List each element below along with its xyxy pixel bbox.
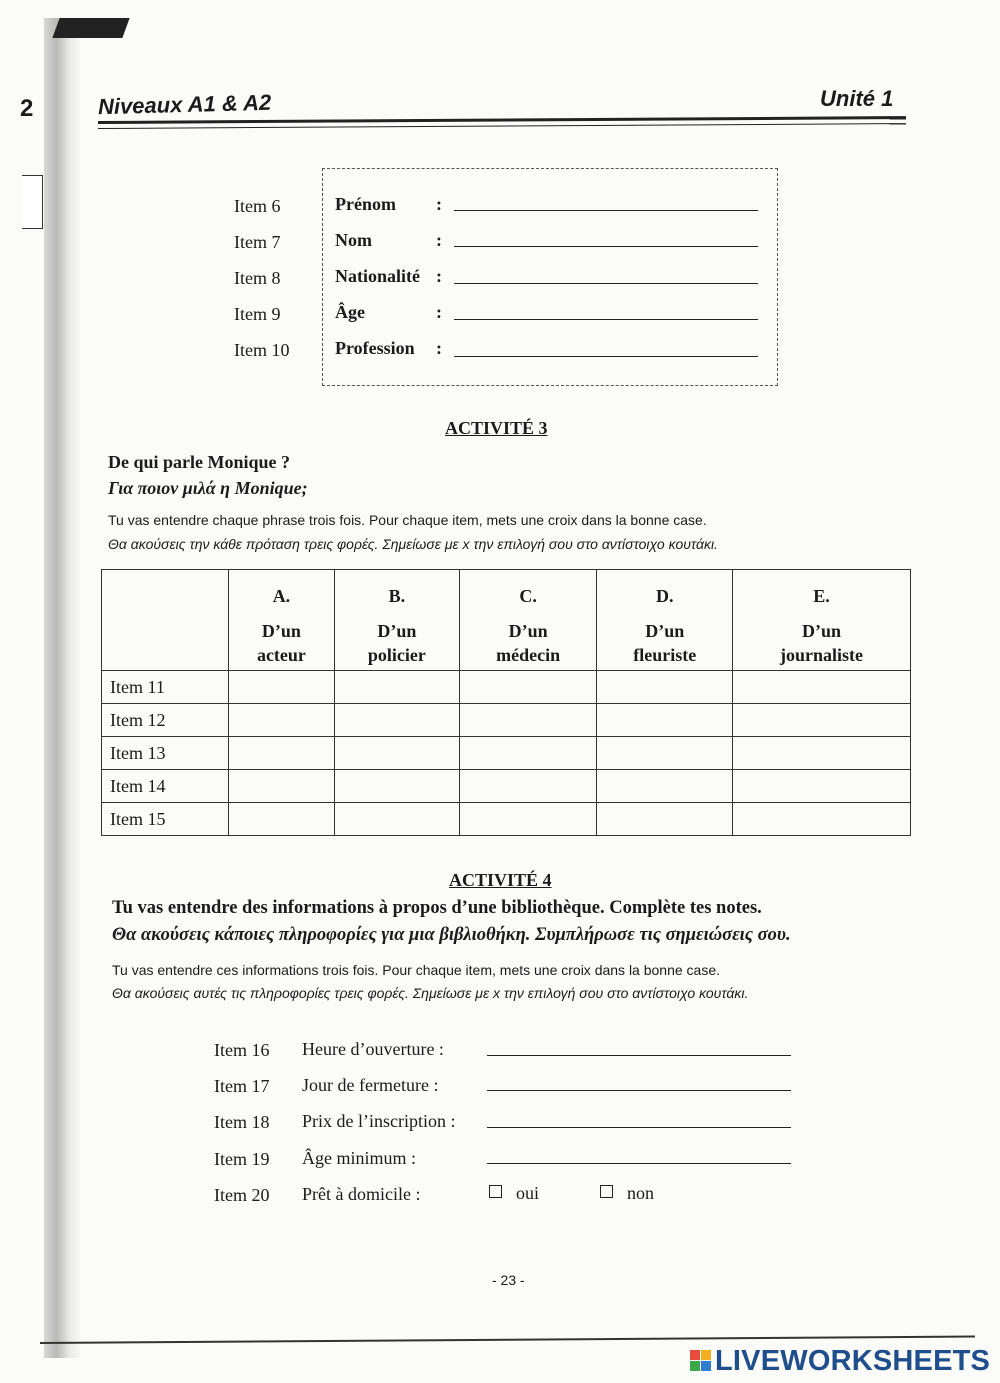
liveworksheets-brand	[690, 1345, 990, 1378]
activity4-title: ACTIVITÉ 4	[449, 870, 552, 890]
side-bracket-mark	[22, 175, 43, 229]
grid-corner-cell	[102, 570, 229, 671]
checkbox-oui[interactable]: oui	[489, 1183, 539, 1204]
row-label: Item 11	[102, 671, 229, 704]
row-label: Item 15	[102, 803, 229, 836]
column-header-c: C. D’un médecin	[459, 570, 597, 671]
item-number: Item 6	[234, 196, 281, 216]
row-label: Item 14	[102, 770, 229, 803]
page-number: - 23 -	[492, 1272, 525, 1288]
activity3-title: ACTIVITÉ 3	[445, 418, 548, 438]
item-number: Item 17	[214, 1076, 270, 1096]
item-number: Item 20	[214, 1185, 270, 1205]
answer-cell[interactable]	[229, 671, 335, 704]
minimum-age-answer-line[interactable]	[487, 1143, 791, 1164]
prenom-answer-line[interactable]	[454, 190, 758, 211]
column-header-b: B. D’un policier	[334, 570, 459, 671]
answer-cell[interactable]	[597, 737, 733, 770]
answer-cell[interactable]	[459, 803, 597, 836]
row-label: Item 13	[102, 737, 229, 770]
column-header-a: A. D’un acteur	[229, 570, 335, 671]
answer-cell[interactable]	[597, 671, 733, 704]
table-row	[102, 671, 911, 704]
activity3-instruction-fr: Tu vas entendre chaque phrase trois fois. Pour chaque item, mets une croix dans la bonne case.	[108, 512, 707, 528]
answer-cell[interactable]	[334, 737, 459, 770]
answer-cell[interactable]	[334, 770, 459, 803]
grid-header-row	[102, 570, 911, 671]
answer-cell[interactable]	[733, 704, 911, 737]
nom-answer-line[interactable]	[454, 226, 758, 247]
brand-text: LIVEWORKSHEETS	[715, 1345, 991, 1377]
note-label-opening-hours: Heure d’ouverture :	[302, 1039, 444, 1059]
activity3-question-fr: De qui parle Monique ?	[108, 452, 291, 472]
note-label-closing-day: Jour de fermeture :	[302, 1075, 439, 1095]
note-label-minimum-age: Âge minimum :	[302, 1148, 416, 1168]
registration-price-answer-line[interactable]	[487, 1107, 791, 1128]
answer-cell[interactable]	[334, 704, 459, 737]
answer-cell[interactable]	[459, 737, 597, 770]
answer-cell[interactable]	[334, 671, 459, 704]
item-number: Item 10	[234, 340, 290, 360]
column-header-d: D. D’un fleuriste	[597, 570, 733, 671]
answer-cell[interactable]	[334, 803, 459, 836]
nationalite-answer-line[interactable]	[454, 263, 758, 284]
activity4-instruction-gr: Θα ακούσεις αυτές τις πληροφορίες τρεις φορές. Σημείωσε με x την επιλογή σου στο αντίστοιχο κουτάκι.	[112, 985, 749, 1001]
field-label-nationalite: Nationalité	[335, 266, 420, 286]
bottom-rule	[40, 1335, 975, 1344]
item-number: Item 18	[214, 1112, 270, 1132]
age-answer-line[interactable]	[454, 299, 758, 320]
answer-cell[interactable]	[733, 737, 911, 770]
item-number: Item 9	[234, 304, 281, 324]
field-label-profession: Profession	[335, 338, 415, 358]
item-number: Item 8	[234, 268, 281, 288]
field-label-nom: Nom	[335, 230, 372, 250]
table-row	[102, 737, 911, 770]
row-label: Item 12	[102, 704, 229, 737]
activity3-instruction-gr: Θα ακούσεις την κάθε πρόταση τρεις φορές. Σημείωσε με x την επιλογή σου στο αντίστοιχο κουτάκι.	[108, 536, 718, 552]
table-row	[102, 704, 911, 737]
answer-cell[interactable]	[459, 704, 597, 737]
answer-cell[interactable]	[733, 671, 911, 704]
field-label-prenom: Prénom	[335, 194, 396, 214]
activity3-answer-grid	[101, 569, 911, 836]
checkbox-non[interactable]: non	[600, 1183, 654, 1204]
activity4-heading-fr: Tu vas entendre des informations à propos d’une bibliothèque. Complète tes notes.	[112, 898, 762, 918]
answer-cell[interactable]	[597, 704, 733, 737]
spine-top-edge	[52, 18, 129, 38]
opening-hours-answer-line[interactable]	[487, 1035, 791, 1056]
item-number: Item 7	[234, 232, 281, 252]
answer-cell[interactable]	[597, 770, 733, 803]
field-label-age: Âge	[335, 302, 365, 322]
answer-cell[interactable]	[229, 737, 335, 770]
answer-cell[interactable]	[229, 704, 335, 737]
table-row	[102, 770, 911, 803]
activity4-instruction-fr: Tu vas entendre ces informations trois fois. Pour chaque item, mets une croix dans la bonne case.	[112, 962, 721, 978]
item-number: Item 16	[214, 1040, 270, 1060]
side-page-number: 2	[20, 95, 34, 122]
answer-cell[interactable]	[733, 770, 911, 803]
answer-cell[interactable]	[597, 803, 733, 836]
item-number: Item 19	[214, 1149, 270, 1169]
answer-cell[interactable]	[459, 770, 597, 803]
note-label-registration-price: Prix de l’inscription :	[302, 1111, 456, 1131]
table-row	[102, 803, 911, 836]
header-rule	[98, 116, 906, 129]
closing-day-answer-line[interactable]	[487, 1070, 791, 1091]
answer-cell[interactable]	[733, 803, 911, 836]
book-spine-shadow	[44, 18, 80, 1358]
checkbox-icon	[600, 1185, 613, 1198]
answer-cell[interactable]	[229, 770, 335, 803]
unit-title: Unité 1	[820, 86, 894, 111]
level-title: Niveaux A1 & A2	[97, 89, 272, 120]
activity3-question-gr: Για ποιον μιλά η Monique;	[108, 478, 308, 498]
profession-answer-line[interactable]	[454, 336, 758, 357]
answer-cell[interactable]	[459, 671, 597, 704]
note-label-home-loan: Prêt à domicile :	[302, 1184, 421, 1204]
checkbox-icon	[489, 1185, 502, 1198]
liveworksheets-logo-icon	[690, 1350, 712, 1372]
activity4-heading-gr: Θα ακούσεις κάποιες πληροφορίες για μια βιβλιοθήκη. Συμπλήρωσε τις σημειώσεις σου.	[112, 925, 791, 945]
column-header-e: E. D’un journaliste	[733, 570, 911, 671]
answer-cell[interactable]	[229, 803, 335, 836]
